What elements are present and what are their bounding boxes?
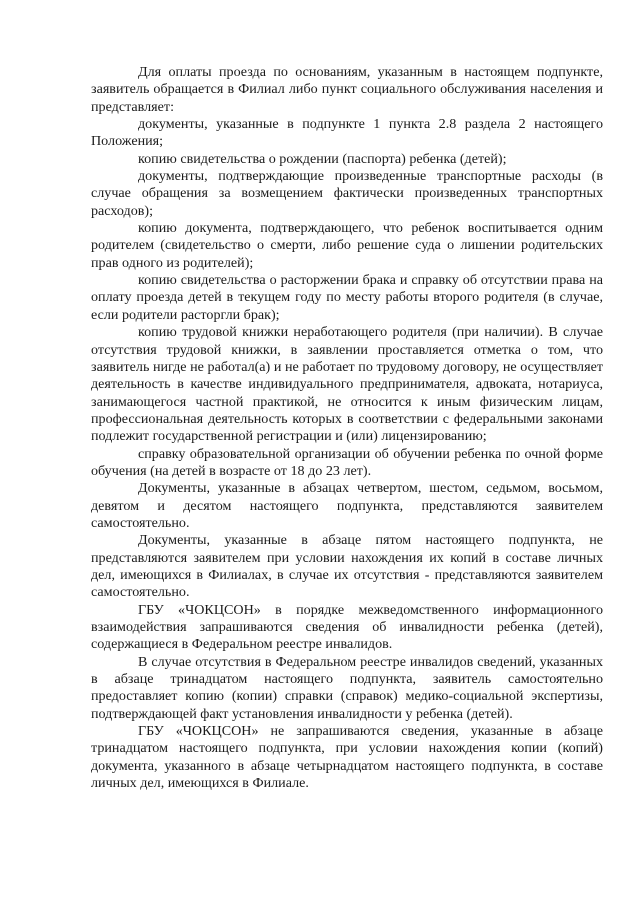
paragraph-13: ГБУ «ЧОКЦСОН» не запрашиваются сведения, указанные в абзаце тринадцатом настоящего подпункта, при условии нахождения копии (копий) документа, указанного в абзаце четырнадцатом настоящего подпункта, в составе личных дел, имеющихся в Филиале. (91, 723, 603, 792)
paragraph-3: копию свидетельства о рождении (паспорта) ребенка (детей); (138, 150, 507, 167)
paragraph-10: Документы, указанные в абзаце пятом настоящего подпункта, не представляются заявителем при условии нахождения их копий в составе личных дел, имеющихся в Филиалах, в случае их отсутствия - представляются заявителем самостоятельно. (91, 532, 603, 601)
paragraph-11: ГБУ «ЧОКЦСОН» в порядке межведомственного информационного взаимодействия запрашиваются сведения об инвалидности ребенка (детей), содержащиеся в Федеральном реестре инвалидов. (91, 601, 603, 653)
paragraph-12: В случае отсутствия в Федеральном реестре инвалидов сведений, указанных в абзаце тринадцатом настоящего подпункта, заявитель самостоятельно предоставляет копию (копии) справки (справок) медико-социальной экспертизы, подтверждающей факт установления инвалидности у ребенка (детей). (91, 653, 603, 722)
paragraph-2: документы, указанные в подпункте 1 пункта 2.8 раздела 2 настоящего Положения; (91, 116, 603, 150)
paragraph-7: копию трудовой книжки неработающего родителя (при наличии). В случае отсутствия трудовой книжки, в заявлении проставляется отметка о том, что заявитель нигде не работал(а) и не работает по трудовому договору, не осуществляет деятельность в качестве индивидуального предпринимателя, адвоката, нотариуса, занимающегося частной практикой, не относится к иным физическим лицам, профессиональная деятельность которых в соответствии с федеральными законами подлежит государственной регистрации и (или) лицензированию; (91, 324, 603, 445)
paragraph-4: документы, подтверждающие произведенные транспортные расходы (в случае обращения за возмещением фактически произведенных транспортных расходов); (91, 168, 603, 219)
paragraph-6: копию свидетельства о расторжении брака и справку об отсутствии права на оплату проезда детей в текущем году по месту работы второго родителя (в случае, если родители расторгли брак); (91, 272, 603, 323)
paragraph-1: Для оплаты проезда по основаниям, указанным в настоящем подпункте, заявитель обращается в Филиал либо пункт социального обслуживания населения и представляет: (91, 64, 603, 115)
document-page (91, 64, 603, 792)
paragraph-5: копию документа, подтверждающего, что ребенок воспитывается одним родителем (свидетельство о смерти, либо решение суда о лишении родительских прав одного из родителей); (91, 220, 603, 271)
paragraph-9: Документы, указанные в абзацах четвертом, шестом, седьмом, восьмом, девятом и десятом настоящего подпункта, представляются заявителем самостоятельно. (91, 480, 603, 531)
paragraph-8: справку образовательной организации об обучении ребенка по очной форме обучения (на детей в возрасте от 18 до 23 лет). (91, 445, 603, 479)
